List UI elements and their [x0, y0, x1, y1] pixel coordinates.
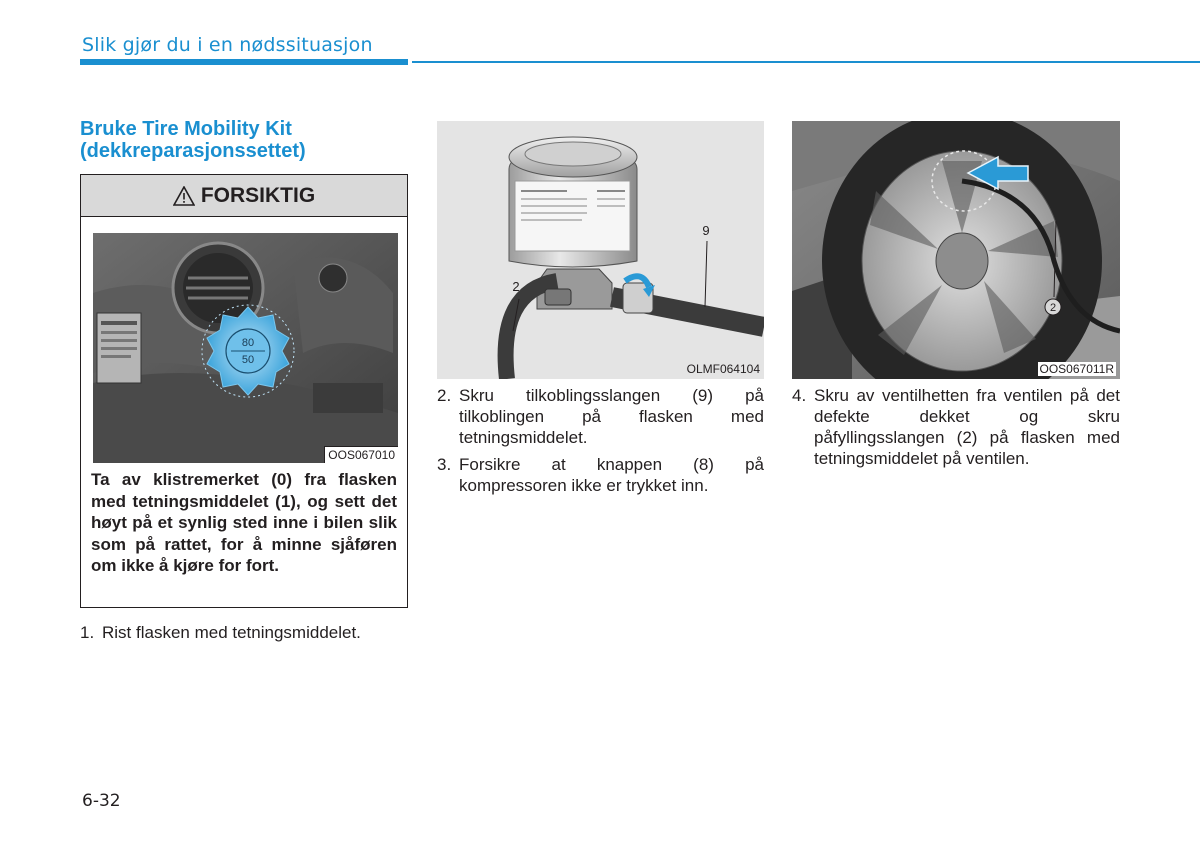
step-item [437, 385, 764, 448]
step-text: Skru tilkoblingsslangen (9) på tilkoblingen på flasken med tetningsmiddelet. [459, 386, 764, 447]
section-title [80, 118, 410, 162]
dashboard-sticker-illustration [93, 233, 398, 463]
section-title-line2: (dekkreparasjonssettet) [80, 140, 306, 162]
header-rule-thin [412, 61, 1200, 63]
caution-box [80, 174, 408, 608]
step-number: 2. [437, 386, 452, 405]
step-text: Skru av ventilhetten fra ventilen på det defekte dekket og skru påfyllingsslangen (2) på flasken med tetningsmiddelet på ventilen. [814, 386, 1120, 468]
sticker-value-bottom: 50 [241, 354, 255, 366]
callout-hose: 2 [512, 279, 520, 294]
figure-code: OOS067011R [1039, 362, 1114, 376]
figure-code: OOS067010 [324, 446, 398, 463]
step-item [437, 454, 764, 496]
section-title-line1: Bruke Tire Mobility Kit [80, 118, 292, 140]
caution-label: FORSIKTIG [200, 183, 316, 207]
caution-text: Ta av klistremerket (0) fra flasken med tetningsmiddelet (1), og sett det høyt på et synlig sted inne i bilen slik som på rattet, for å minne sjåføren om ikke å kjøre for fort. [91, 470, 397, 575]
step-number: 3. [437, 455, 452, 474]
warning-triangle-icon [173, 186, 195, 206]
steps-right-column [792, 385, 1120, 475]
step-text: Forsikre at knappen (8) på kompressoren ikke er trykket inn. [459, 455, 764, 495]
tire-valve-illustration [792, 121, 1120, 379]
caution-header [81, 175, 407, 217]
sealant-bottle-illustration [437, 121, 764, 379]
step-number: 4. [792, 386, 807, 405]
step-text: Rist flasken med tetningsmiddelet. [102, 623, 361, 642]
header-rule-thick [80, 59, 408, 65]
callout-connection-hose: 9 [702, 223, 710, 238]
running-header: Slik gjør du i en nødssituasjon [82, 34, 373, 56]
figure-code: OLMF064104 [686, 362, 760, 376]
page-number: 6-32 [82, 791, 121, 811]
step-item [792, 385, 1120, 469]
step-item [80, 622, 420, 643]
steps-middle-column [437, 385, 764, 502]
callout-filling-hose: 2 [1049, 302, 1057, 314]
step-number: 1. [80, 623, 95, 642]
sticker-value-top: 80 [241, 337, 255, 349]
